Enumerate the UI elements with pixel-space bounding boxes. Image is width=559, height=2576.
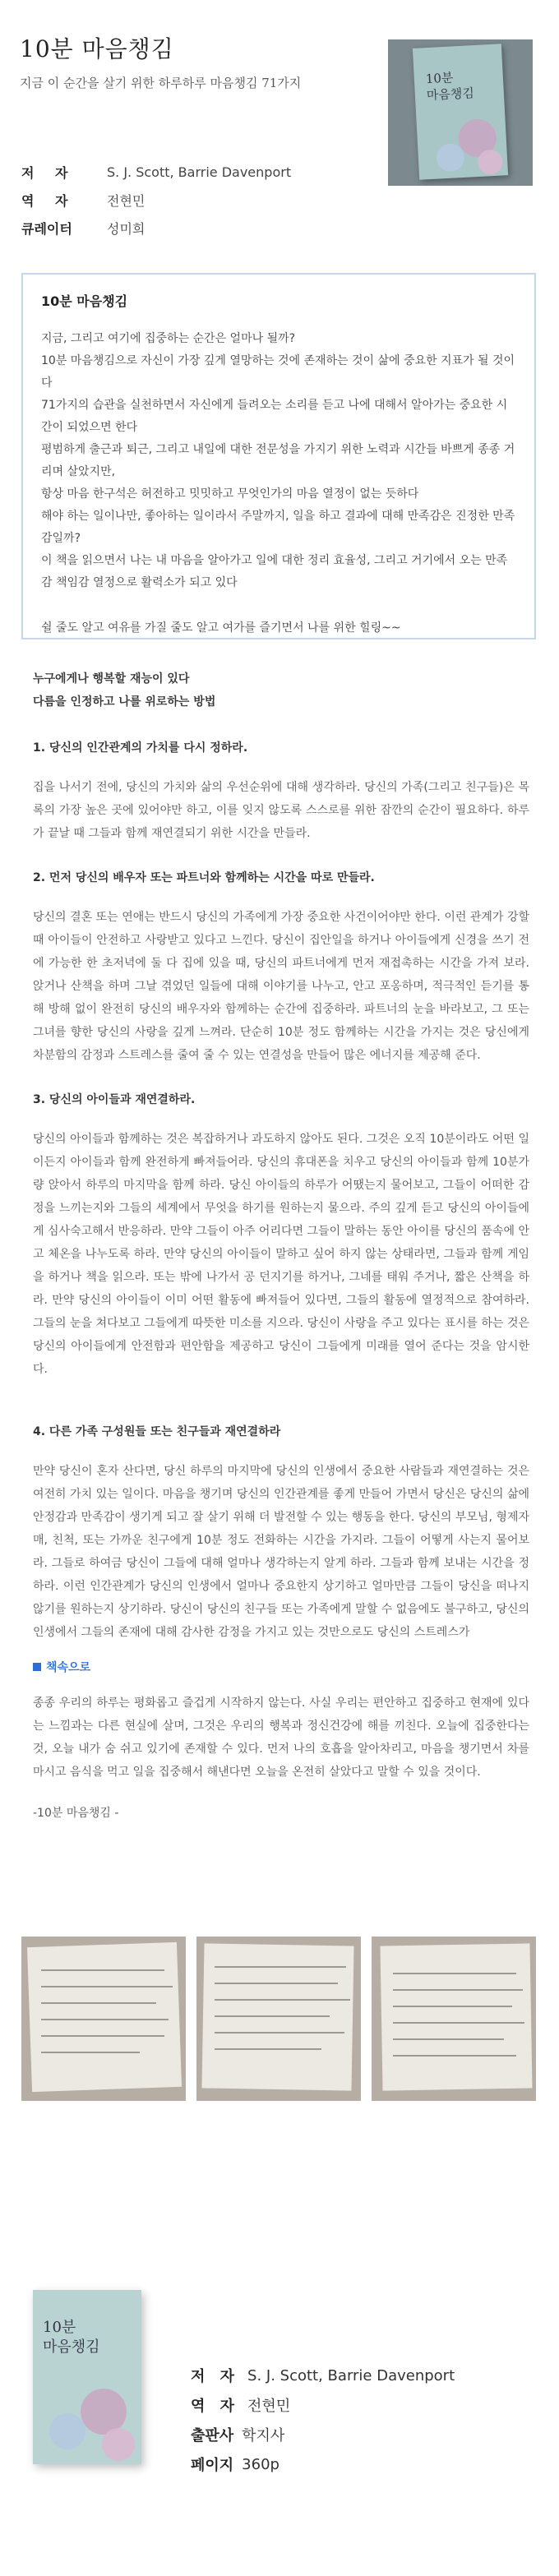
cover-title-line2: 마음챙김 xyxy=(426,85,475,104)
info-translator-label: 역 자 xyxy=(191,2398,240,2415)
cover-title-line2: 마음챙김 xyxy=(43,2338,100,2356)
book-page-photo xyxy=(196,1937,361,2101)
flower-decoration xyxy=(477,149,503,175)
info-pages: 360p xyxy=(242,2455,280,2473)
flower-decoration xyxy=(49,2413,85,2449)
meta-translator-label: 역 자 xyxy=(21,192,76,209)
section-text: 당신의 결혼 또는 연애는 반드시 당신의 가족에게 가장 중요한 사건이어야만 한다. 이런 관계가 강할 때 아이들이 안전하고 사랑받고 있다고 느낀다. 당신이 집안일을 하거나 아이들에게 신경을 쓰기 전에 가능한 한 초저녁에 둘 다 집에 있을 때, 당신의 파트너에게 먼저 재접촉하는 시간을 가져 보라. 앉거나 산책을 하며 그날 겪었던 일들에 대해 이야기를 나누고, 안고 포옹하며, 적극적인 듣기를 통해 방해 없이 완전히 당신의 배우자와 함께하는 순간에 집중하라. 파트너의 눈을 바라보고, 그 또는 그녀를 향한 당신의 사랑을 깊게 느껴라. 단순히 10분 정도 함께하는 시간을 가지는 것은 당신에게 차분함의 감정과 스트레스를 줄여 줄 수 있는 연결성을 만들어 많은 에너지를 제공해 준다. xyxy=(33,911,529,1062)
cover-title xyxy=(43,2318,100,2357)
summary-line: 지금, 그리고 여기에 집중하는 순간은 얼마나 될까? xyxy=(41,332,296,345)
info-author-label: 저 자 xyxy=(191,2368,240,2385)
book-cover-bottom xyxy=(33,2290,141,2464)
excerpt-signature: -10분 마음챙김 - xyxy=(33,1807,119,1820)
summary-line: 71가지의 습관을 실천하면서 자신에게 들려오는 소리를 듣고 나에 대해서 알아가는 중요한 시간이 되었으면 한다 xyxy=(41,399,508,434)
square-bullet-icon xyxy=(33,1663,41,1671)
section-text: 당신의 아이들과 함께하는 것은 복잡하거나 과도하지 않아도 된다. 그것은 오직 10분이라도 어떤 일이든지 아이들과 함께 완전하게 빠져들어라. 당신의 휴대폰을 치우고 당신의 아이들과 함께 10분가량 앉아서 하루의 마지막을 함께 하라. 당신 아이들의 하루가 어땠는지 물어보고, 그들이 어떠한 감정을 느끼는지와 그들의 세계에서 무엇을 하기를 원하는지 물으라. 주의 깊게 듣고 당신의 아이들에게 심사숙고해서 반응하라. 만약 그들이 아주 어리다면 그들이 말하는 동안 아이를 당신의 품속에 안고 체온을 나누도록 하라. 만약 당신의 아이들이 말하고 싶어 하지 않는 상태라면, 그들과 함께 게임을 하거나 책을 읽으라. 또는 밖에 나가서 공 던지기를 하거나, 그네를 태워 주거나, 짧은 산책을 하라. 만약 당신의 아이들이 이미 어떤 활동에 빠져들어 있다면, 그들의 활동에 열정적으로 참여하라. 그들의 눈을 쳐다보고 그들에게 따뜻한 미소를 지으라. 당신이 사랑을 주고 있다는 표시를 하는 것은 당신의 아이들에게 안전함과 편안함을 제공하고 당신이 그들에게 미래를 열어 준다는 것을 암시한다. xyxy=(33,1133,529,1376)
page-title: 10분 마음챙김 xyxy=(20,35,174,62)
section-heading: 3. 당신의 아이들과 재연결하라. xyxy=(33,1093,196,1106)
book-cover xyxy=(413,44,508,179)
meta-translator: 전현민 xyxy=(107,192,146,209)
meta-translator-row xyxy=(21,186,291,214)
book-page-photo xyxy=(372,1937,536,2101)
summary-line: 해야 하는 일이나만, 좋아하는 일이라서 주말까지, 일을 하고 결과에 대해 만족감은 진정한 만족감일까? xyxy=(41,510,515,545)
info-publisher-row xyxy=(191,2420,455,2449)
meta-author-row xyxy=(21,158,291,186)
book-photos xyxy=(21,1937,536,2101)
summary-closing: 쉴 줄도 알고 여유를 가질 줄도 알고 여가를 즐기면서 나를 위한 힐링~~ xyxy=(41,621,401,635)
book-page-photo xyxy=(21,1937,186,2101)
section-text: 집을 나서기 전에, 당신의 가치와 삶의 우선순위에 대해 생각하라. 당신의 가족(그리고 친구들)은 목록의 가장 높은 곳에 있어야만 하고, 이를 잊지 않도록 스스로를 위한 잠깐의 순간이 필요하다. 하루가 끝날 때 그들과 함께 재연결되기 위한 시간을 만들라. xyxy=(33,781,529,840)
summary-heading: 10분 마음챙김 xyxy=(41,293,128,309)
article-body xyxy=(33,667,529,1825)
section-text: 만약 당신이 혼자 산다면, 당신 하루의 마지막에 당신의 인생에서 중요한 사람들과 재연결하는 것은 여전히 가치 있는 일이다. 마음을 챙기며 당신의 인간관계를 좋게 만들어 가면서 당신은 당신의 삶에 안정감과 만족감이 생기게 되고 잘 살기 위해 더 발전할 수 있는 행동을 한다. 당신의 부모님, 형제자매, 친척, 또는 가까운 친구에게 10분 정도 전화하는 시간을 가지라. 그들이 어떻게 사는지 물어보라. 그들로 하여금 당신이 그들에 대해 얼마나 생각하는지 알게 하라. 그들과 함께 보내는 시간을 정하라. 이런 인간관계가 당신의 인생에서 얼마나 중요한지 상기하고 얼마만큼 그들이 당신을 떠나지 않기를 원하는지 상기하라. 당신이 당신의 친구들 또는 가족에게 말할 수 없음에도 불구하고, 당신의 인생에서 그들의 존재에 대해 감사한 감정을 가지고 있는 것만으로도 당신의 스트레스가 xyxy=(33,1465,529,1639)
cover-title-line1: 10분 xyxy=(425,70,454,87)
flower-decoration xyxy=(102,2428,135,2461)
article-lead: 다름을 인정하고 나를 위로하는 방법 xyxy=(33,695,216,709)
section-heading: 4. 다른 가족 구성원들 또는 친구들과 재연결하라 xyxy=(33,1425,281,1438)
summary-box xyxy=(21,273,536,639)
meta-curator-label: 큐레이터 xyxy=(21,220,72,237)
book-meta xyxy=(21,158,291,242)
book-info xyxy=(191,2361,455,2479)
book-excerpt-link-label: 책속으로 xyxy=(46,1661,91,1674)
info-translator-row xyxy=(191,2390,455,2420)
book-cover-photo xyxy=(388,39,533,186)
cover-title-line1: 10분 xyxy=(43,2319,76,2336)
flower-decoration xyxy=(436,143,465,173)
article-lead: 누구에게나 행복할 재능이 있다 xyxy=(33,672,190,686)
meta-author: S. J. Scott, Barrie Davenport xyxy=(107,164,292,180)
header xyxy=(20,31,381,91)
summary-line: 10분 마음챙김으로 자신이 가장 깊게 열망하는 것에 존재하는 것이 삶에 중요한 지표가 될 것이다 xyxy=(41,354,515,390)
section-heading: 2. 먼저 당신의 배우자 또는 파트너와 함께하는 시간을 따로 만들라. xyxy=(33,871,375,884)
summary-line: 이 책을 읽으면서 나는 내 마음을 알아가고 일에 대한 정리 효율성, 그리고 거기에서 오는 만족감 책임감 열정으로 활력소가 되고 있다 xyxy=(41,554,508,589)
info-publisher: 학지사 xyxy=(242,2427,285,2444)
book-excerpt-link[interactable] xyxy=(33,1659,529,1675)
meta-curator: 성미희 xyxy=(107,220,146,237)
info-author: S. J. Scott, Barrie Davenport xyxy=(247,2366,455,2384)
info-author-row xyxy=(191,2361,455,2390)
info-translator: 전현민 xyxy=(247,2398,291,2415)
meta-curator-row xyxy=(21,214,291,242)
summary-line: 평범하게 출근과 퇴근, 그리고 내일에 대한 전문성을 가지기 위한 노력과 시간들 바쁘게 종종 거리며 살았지만, xyxy=(41,443,515,478)
excerpt-text: 종종 우리의 하루는 평화롭고 즐겁게 시작하지 않는다. 사실 우리는 편안하고 집중하고 현재에 있다는 느낌과는 다른 현실에 살며, 그것은 우리의 행복과 정신건강에 해를 끼친다. 오늘에 집중한다는 것, 오늘 내가 숨 쉬고 있기에 존재할 수 있다. 먼저 나의 호흡을 알아차리고, 마음을 챙기면서 차를 마시고 음식을 먹고 일을 집중해서 해낸다면 오늘을 온전히 살았다고 말할 수 있을 것이다. xyxy=(33,1697,529,1779)
cover-title xyxy=(425,68,474,104)
section-heading: 1. 당신의 인간관계의 가치를 다시 정하라. xyxy=(33,741,248,755)
info-pages-row xyxy=(191,2449,455,2479)
meta-author-label: 저 자 xyxy=(21,164,76,181)
info-pages-label: 페이지 xyxy=(191,2457,234,2474)
info-publisher-label: 출판사 xyxy=(191,2427,234,2444)
page-subtitle: 지금 이 순간을 살기 위한 하루하루 마음챙김 71가지 xyxy=(20,76,302,90)
summary-line: 항상 마음 한구석은 허전하고 밋밋하고 무엇인가의 마음 열정이 없는 듯하다 xyxy=(41,487,419,501)
